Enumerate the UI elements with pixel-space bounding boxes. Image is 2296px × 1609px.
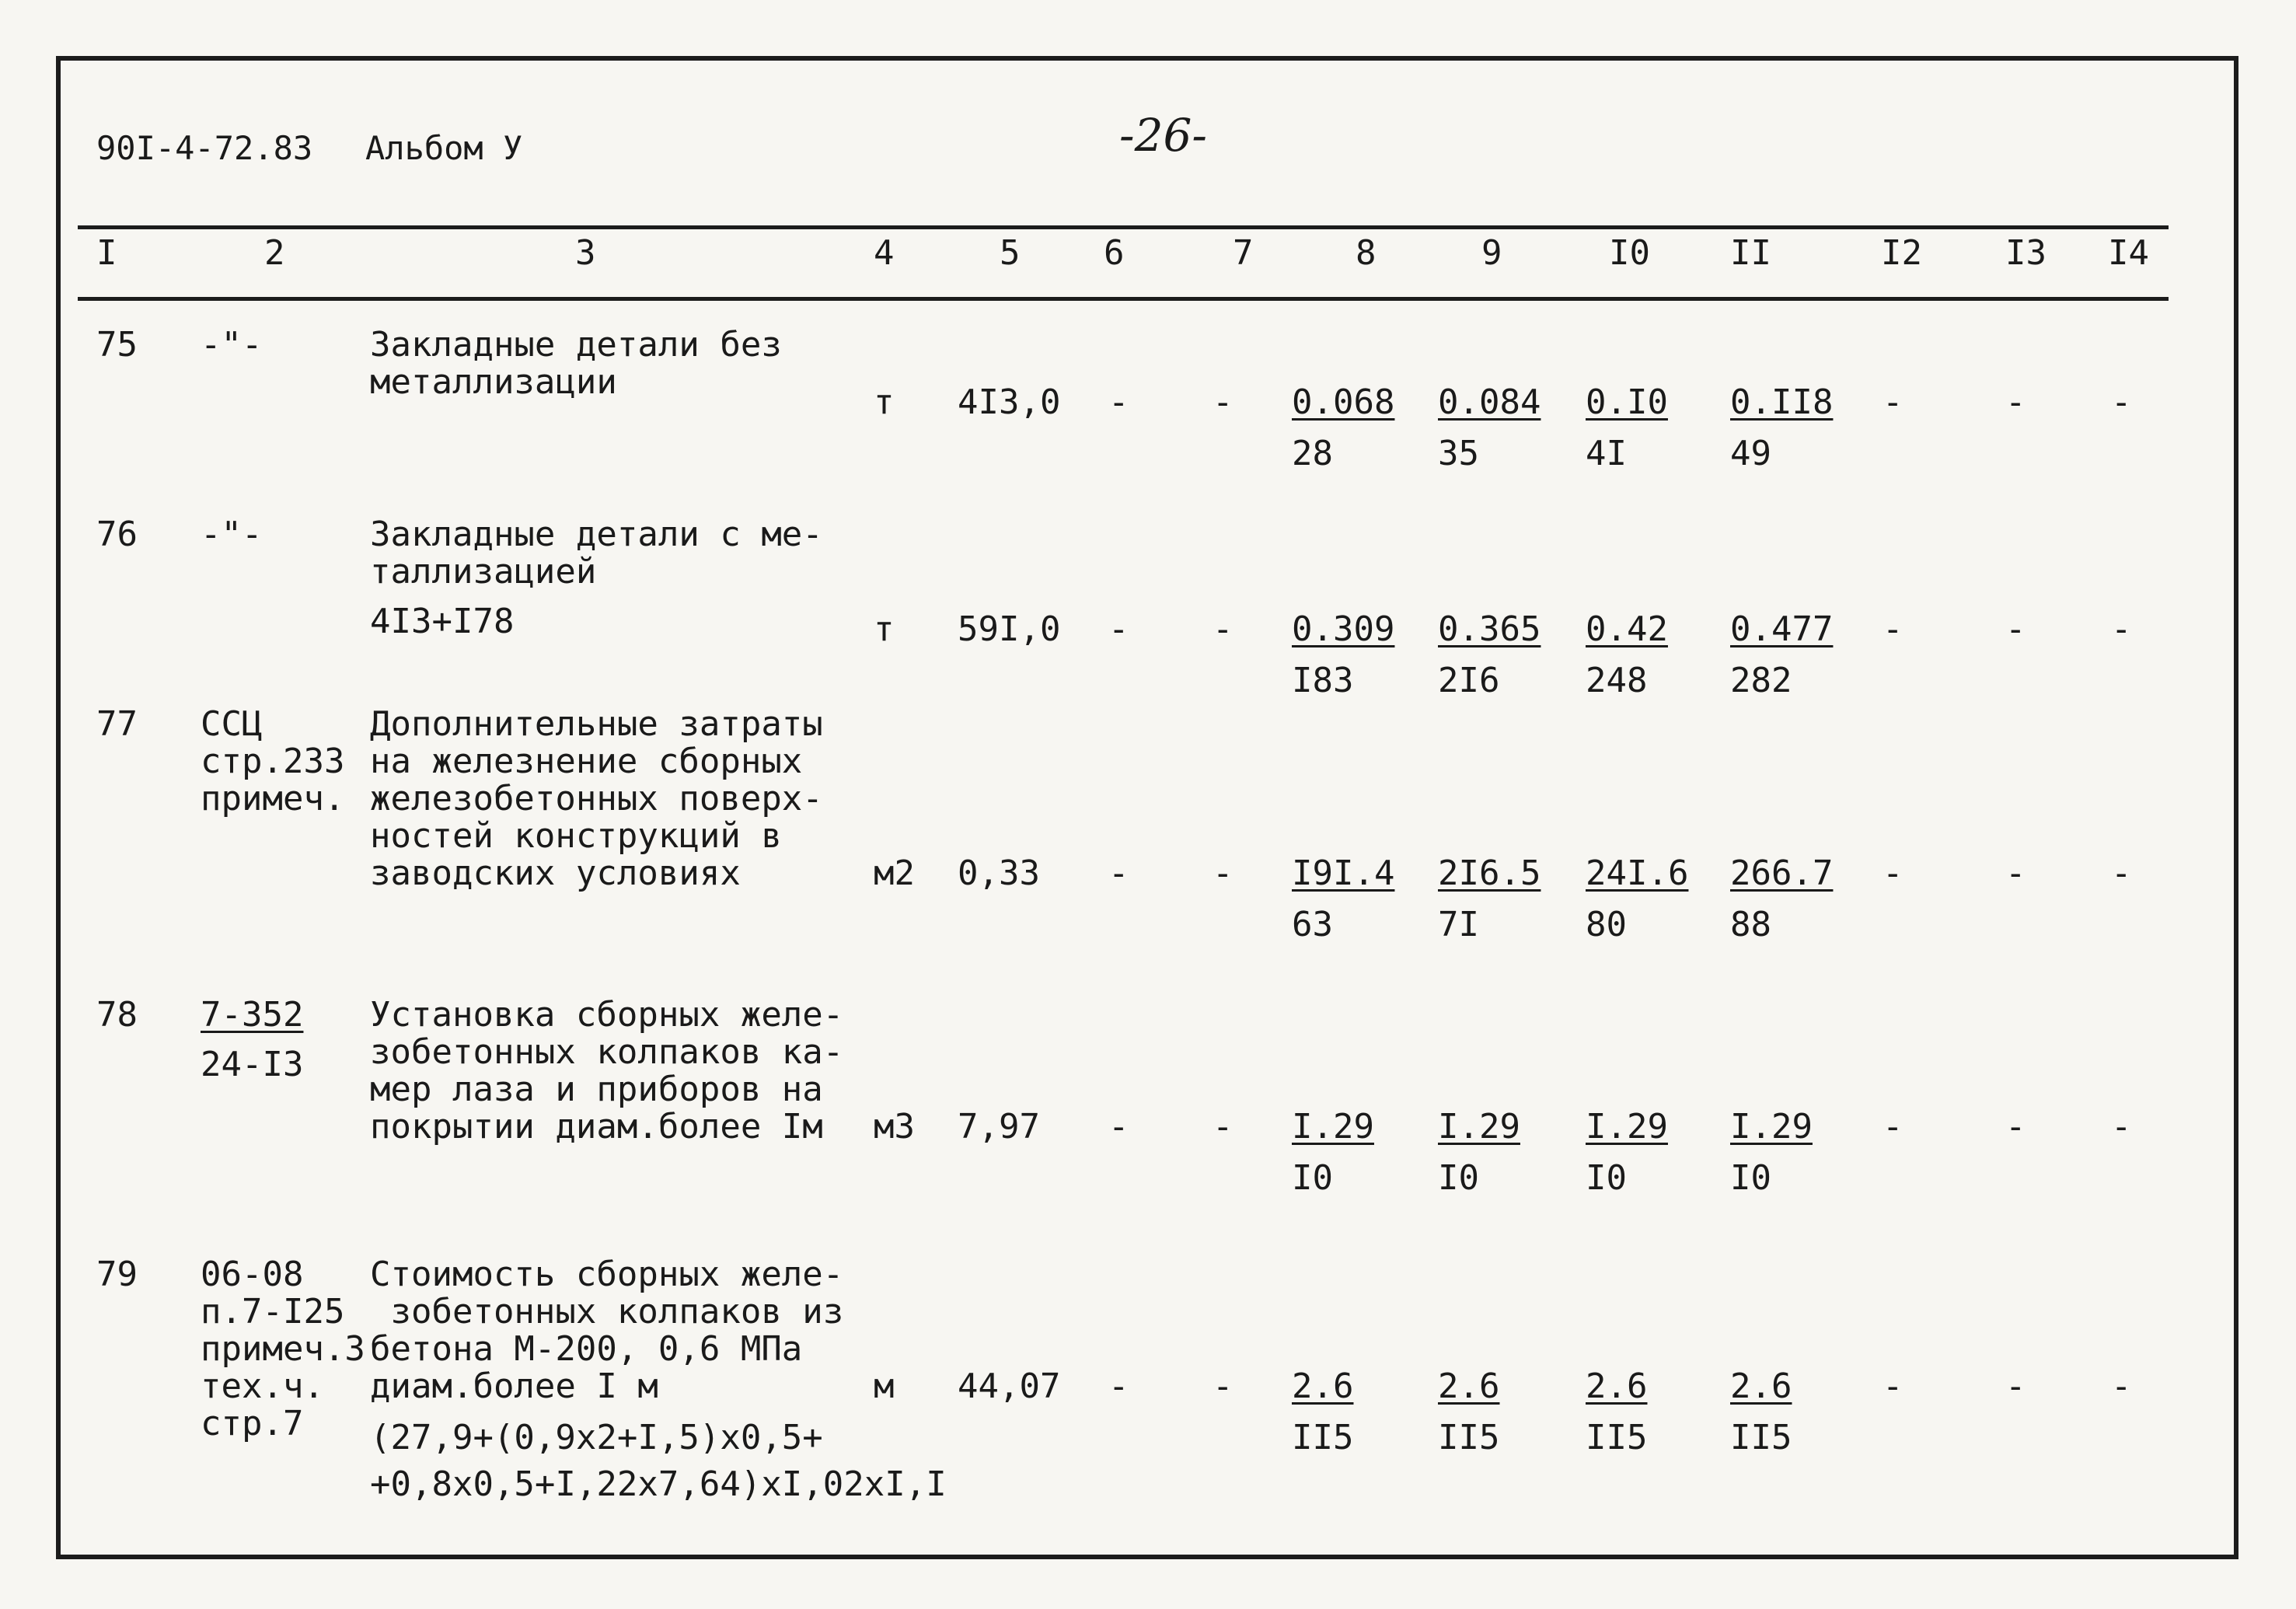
- value-fraction: [1730, 1368, 1792, 1457]
- value-bottom: 28: [1292, 434, 1333, 473]
- value-fraction: [1730, 855, 1833, 944]
- value-fraction: [1438, 611, 1541, 700]
- row-unit: м: [874, 1366, 895, 1406]
- row-number: 75: [96, 325, 138, 365]
- album-label: Альбом У: [365, 129, 523, 167]
- value-bottom: I0: [1292, 1158, 1333, 1198]
- value-top: 0.068: [1292, 382, 1395, 422]
- column-header: I2: [1881, 233, 1922, 273]
- value-bottom: 63: [1292, 905, 1333, 944]
- row-description: Закладные детали без металлизации: [370, 325, 782, 402]
- row-reference: -"-: [201, 515, 263, 554]
- value-bottom: 35: [1438, 434, 1479, 473]
- value-fraction: [1586, 855, 1688, 944]
- row-col6: -: [1108, 1366, 1129, 1406]
- row-col12: -: [1883, 382, 1903, 422]
- row-col13: -: [2005, 1107, 2026, 1147]
- row-quantity: 0,33: [958, 853, 1040, 893]
- header-rule-bottom: [78, 297, 2169, 301]
- value-fraction: [1292, 1368, 1353, 1457]
- value-fraction: [1586, 1108, 1668, 1197]
- value-fraction: [1292, 855, 1394, 944]
- row-number: 78: [96, 995, 138, 1035]
- row-col7: -: [1213, 853, 1233, 893]
- value-top: 266.7: [1730, 853, 1834, 893]
- header-rule-top: [78, 225, 2169, 229]
- value-top: 0.084: [1438, 382, 1541, 422]
- column-header: 2: [264, 233, 285, 273]
- row-number: 77: [96, 704, 138, 744]
- column-header: 5: [1000, 233, 1021, 273]
- row-description: Закладные детали с ме- таллизацией 4I3+I78: [370, 515, 823, 641]
- value-top: 0.365: [1438, 609, 1541, 649]
- value-bottom: I83: [1292, 661, 1354, 700]
- row-col13: -: [2005, 853, 2026, 893]
- column-header: I4: [2108, 233, 2149, 273]
- row-col6: -: [1108, 609, 1129, 649]
- value-fraction: [1730, 384, 1833, 473]
- row-col12: -: [1883, 1107, 1903, 1147]
- row-col14: -: [2111, 609, 2132, 649]
- row-description: Стоимость сборных желе- зобетонных колпаков из бетона М-200, 0,6 МПа диам.более I м (27,9+(0,9х2+I,5)х0,5+ +0,8х0,5+I,22х7,64)хI,02хI,I: [370, 1255, 947, 1504]
- row-col12: -: [1883, 1366, 1903, 1406]
- row-reference: 7-352 24-I3: [201, 995, 304, 1084]
- row-quantity: 7,97: [958, 1107, 1040, 1147]
- value-top: I9I.4: [1292, 853, 1395, 893]
- value-fraction: [1438, 1368, 1499, 1457]
- value-bottom: I0: [1730, 1158, 1771, 1198]
- value-fraction: [1730, 1108, 1813, 1197]
- row-col6: -: [1108, 1107, 1129, 1147]
- row-col7: -: [1213, 1107, 1233, 1147]
- value-top: 2.6: [1292, 1366, 1354, 1406]
- column-header: 4: [874, 233, 895, 273]
- row-col14: -: [2111, 1107, 2132, 1147]
- row-col12: -: [1883, 853, 1903, 893]
- value-bottom: 4I: [1586, 434, 1627, 473]
- value-bottom: II5: [1586, 1418, 1648, 1457]
- document-code: 90I-4-72.83: [96, 129, 313, 167]
- value-top: 0.II8: [1730, 382, 1834, 422]
- value-fraction: [1586, 384, 1668, 473]
- row-description: Установка сборных желе- зобетонных колпаков ка- мер лаза и приборов на покрытии диам.более Iм: [370, 995, 844, 1147]
- row-reference: -"-: [201, 325, 263, 365]
- value-top: I.29: [1730, 1107, 1813, 1147]
- value-bottom: 248: [1586, 661, 1648, 700]
- column-header: I: [96, 233, 117, 273]
- row-quantity: 44,07: [958, 1366, 1061, 1406]
- value-bottom: II5: [1438, 1418, 1500, 1457]
- value-fraction: [1730, 611, 1833, 700]
- value-top: 0.42: [1586, 609, 1668, 649]
- value-bottom: 88: [1730, 905, 1771, 944]
- value-top: 2I6.5: [1438, 853, 1541, 893]
- value-top: 2.6: [1586, 1366, 1648, 1406]
- value-fraction: [1586, 1368, 1647, 1457]
- row-col14: -: [2111, 853, 2132, 893]
- column-header: I0: [1609, 233, 1650, 273]
- row-unit: м2: [874, 853, 915, 893]
- row-description: Дополнительные затраты на железнение сборных железобетонных поверх- ностей конструкций в заводских условиях: [370, 704, 823, 893]
- value-fraction: [1438, 855, 1541, 944]
- row-col6: -: [1108, 382, 1129, 422]
- value-fraction: [1438, 1108, 1520, 1197]
- value-top: 0.477: [1730, 609, 1834, 649]
- row-quantity: 59I,0: [958, 609, 1061, 649]
- row-unit: т: [874, 382, 895, 422]
- row-col13: -: [2005, 609, 2026, 649]
- row-number: 76: [96, 515, 138, 554]
- row-reference: 06-08 п.7-I25 примеч.3 тех.ч. стр.7: [201, 1255, 365, 1443]
- value-bottom: 80: [1586, 905, 1627, 944]
- row-col7: -: [1213, 382, 1233, 422]
- column-header: I3: [2005, 233, 2047, 273]
- column-header: 9: [1481, 233, 1502, 273]
- value-top: 2.6: [1730, 1366, 1792, 1406]
- value-top: I.29: [1292, 1107, 1374, 1147]
- value-fraction: [1292, 1108, 1374, 1197]
- value-bottom: I0: [1438, 1158, 1479, 1198]
- row-col13: -: [2005, 1366, 2026, 1406]
- value-top: 0.309: [1292, 609, 1395, 649]
- value-fraction: [1586, 611, 1668, 700]
- row-col6: -: [1108, 853, 1129, 893]
- value-top: 24I.6: [1586, 853, 1689, 893]
- value-bottom: 7I: [1438, 905, 1479, 944]
- row-quantity: 4I3,0: [958, 382, 1061, 422]
- value-top: 0.I0: [1586, 382, 1668, 422]
- column-header: II: [1730, 233, 1771, 273]
- column-header: 8: [1356, 233, 1377, 273]
- page-number: -26-: [1119, 109, 1207, 162]
- value-fraction: [1292, 611, 1394, 700]
- row-col14: -: [2111, 382, 2132, 422]
- row-col7: -: [1213, 1366, 1233, 1406]
- row-unit: м3: [874, 1107, 915, 1147]
- value-bottom: 49: [1730, 434, 1771, 473]
- column-header: 7: [1233, 233, 1254, 273]
- value-fraction: [1292, 384, 1394, 473]
- value-bottom: I0: [1586, 1158, 1627, 1198]
- row-col14: -: [2111, 1366, 2132, 1406]
- column-header: 3: [575, 233, 596, 273]
- row-col13: -: [2005, 382, 2026, 422]
- value-bottom: II5: [1730, 1418, 1792, 1457]
- row-col12: -: [1883, 609, 1903, 649]
- row-col7: -: [1213, 609, 1233, 649]
- value-top: 2.6: [1438, 1366, 1500, 1406]
- value-bottom: II5: [1292, 1418, 1354, 1457]
- row-unit: т: [874, 609, 895, 649]
- column-header: 6: [1104, 233, 1125, 273]
- value-top: I.29: [1586, 1107, 1668, 1147]
- value-fraction: [1438, 384, 1541, 473]
- value-bottom: 2I6: [1438, 661, 1500, 700]
- row-number: 79: [96, 1255, 138, 1294]
- value-top: I.29: [1438, 1107, 1520, 1147]
- row-reference: ССЦ стр.233 примеч.: [201, 704, 345, 818]
- value-bottom: 282: [1730, 661, 1792, 700]
